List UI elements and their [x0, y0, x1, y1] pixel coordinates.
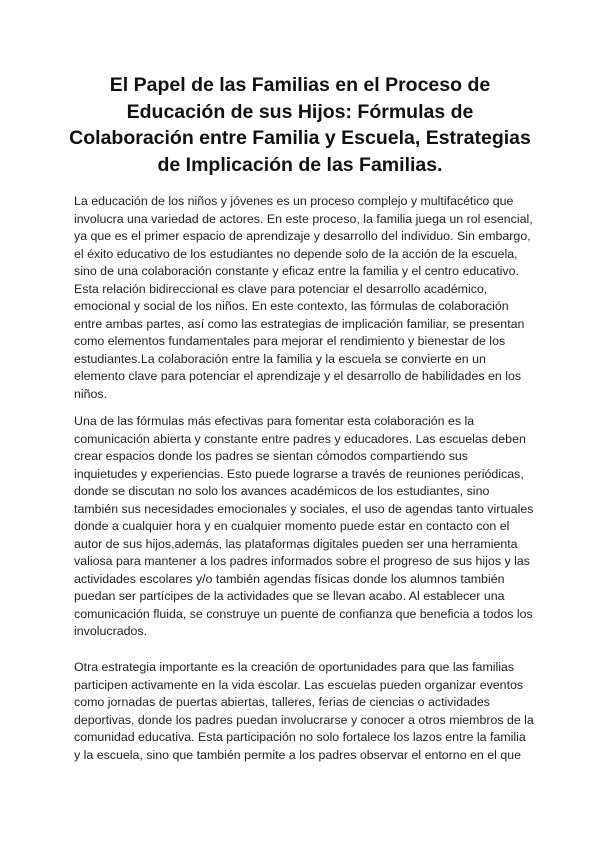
paragraph-2 — [74, 413, 534, 641]
text-line: deportivas, donde los padres puedan involucrarse y conocer a otros miembros de la — [74, 712, 534, 727]
title-line: El Papel de las Familias en el Proceso de — [109, 74, 491, 96]
text-line: donde se discutan no solo los avances académicos de los estudiantes, sino — [74, 484, 490, 498]
title-line: de Implicación de las Familias. — [157, 153, 443, 176]
text-line: La educación de los niños y jóvenes es un proceso complejo y multifacético que — [74, 194, 514, 208]
title-line: Educación de sus Hijos: Fórmulas de — [126, 100, 474, 123]
text-line: también sus necesidades emocionales y sociales, el uso de agendas tanto virtuales — [74, 501, 534, 516]
text-line: sino de una colaboración constante y eficaz entre la familia y el centro educativo. — [74, 264, 519, 278]
text-line: comunicación fluida, se construye un puente de confianza que beneficia a todos los — [74, 606, 533, 621]
paragraph-3 — [74, 659, 534, 764]
text-line: crear espacios donde los padres se sientan cómodos compartiendo sus — [74, 449, 468, 463]
text-line: involucra una variedad de actores. En este proceso, la familia juega un rol esencial, — [74, 211, 533, 226]
text-line: niños. — [74, 386, 108, 401]
text-line: como jornadas de puertas abiertas, talleres, ferias de ciencias o actividades — [74, 695, 490, 709]
text-line: autor de sus hijos,además, las plataformas digitales pueden ser una herramienta — [74, 536, 518, 551]
text-line: puedan ser partícipes de la actividades que se llevan acabo. Al establecer una — [74, 589, 505, 603]
title-line: Colaboración entre Familia y Escuela, Estrategias — [69, 127, 531, 149]
paragraph-1 — [74, 193, 534, 403]
text-line: comunidad educativa. Esta participación no solo fortalece los lazos entre la familia — [74, 730, 526, 744]
text-line: actividades escolares y/o también agendas físicas donde los alumnos también — [74, 571, 505, 586]
text-line: emocional y social de los niños. En este contexto, las fórmulas de colaboración — [74, 299, 509, 313]
text-line: estudiantes.La colaboración entre la familia y la escuela se convierte en un — [74, 351, 486, 366]
text-line: participen activamente en la vida escolar. Las escuelas pueden organizar eventos — [74, 677, 524, 692]
text-line: involucrados. — [74, 624, 148, 638]
text-line: Una de las fórmulas más efectivas para fomentar esta colaboración es la — [74, 414, 475, 428]
text-line: donde a cualquier hora y en cualquier momento puede estar en contacto con el — [74, 519, 510, 533]
text-line: entre ambas partes, así como las estrategias de implicación familiar, se presentan — [74, 316, 525, 331]
text-line: comunicación abierta y constante entre padres y educadores. Las escuelas deben — [74, 431, 526, 446]
document-title — [60, 72, 540, 178]
text-line: Otra estrategia importante es la creación de oportunidades para que las familias — [74, 660, 515, 674]
text-line: como elementos fundamentales para mejorar el rendimiento y bienestar de los — [74, 334, 506, 348]
text-line: inquietudes y experiencias. Esto puede lograrse a través de reuniones periódicas, — [74, 466, 524, 481]
text-line: y la escuela, sino que también permite a los padres observar el entorno en el que — [74, 747, 522, 762]
text-line: ya que es el primer espacio de aprendizaje y desarrollo del individuo. Sin embargo, — [74, 229, 531, 243]
text-line: el éxito educativo de los estudiantes no depende solo de la acción de la escuela, — [74, 246, 518, 261]
text-line: elemento clave para potenciar el aprendizaje y el desarrollo de habilidades en los — [74, 369, 522, 383]
text-line: valiosa para mantener a los padres informados sobre el progreso de sus hijos y las — [74, 554, 530, 568]
text-line: Esta relación bidireccional es clave para potenciar el desarrollo académico, — [74, 281, 488, 296]
